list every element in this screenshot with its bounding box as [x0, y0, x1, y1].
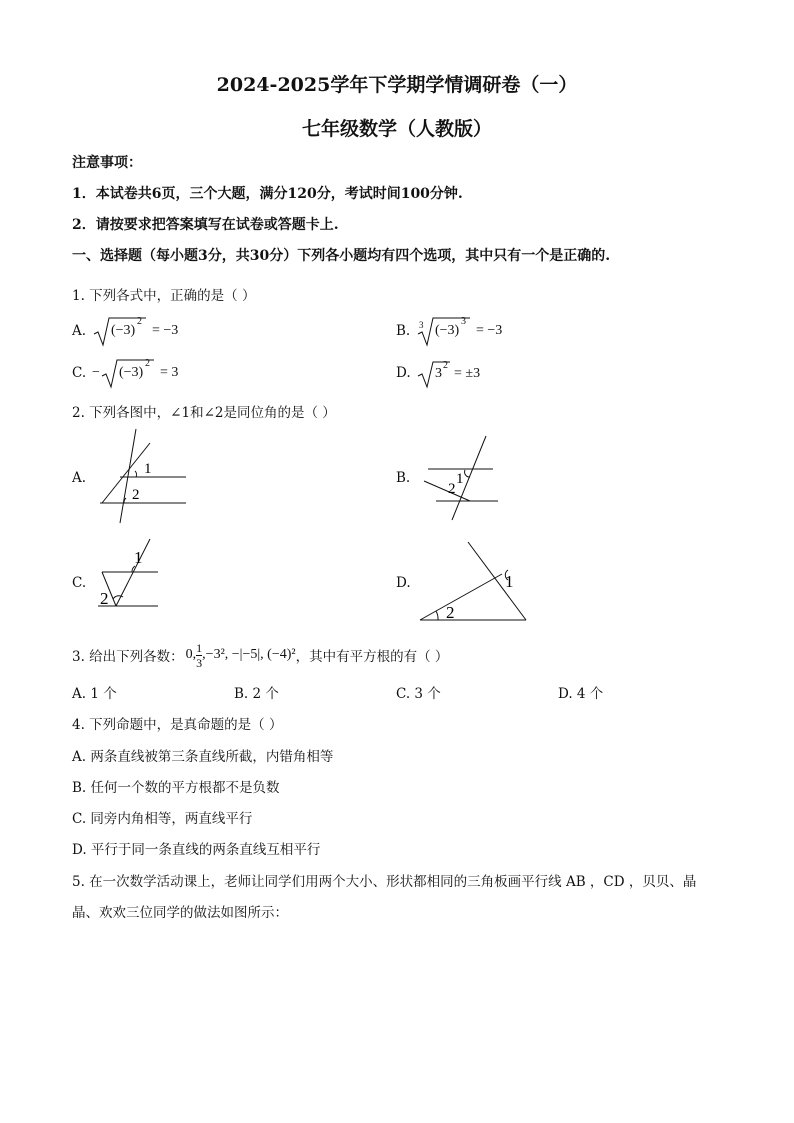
- q2-option-c-label: C.: [72, 575, 87, 591]
- figure-c: [92, 535, 172, 615]
- q2-option-d-label: D.: [396, 575, 411, 591]
- sqrt-sign-icon: [92, 314, 202, 348]
- q5-line-1: 5. 在一次数学活动课上，老师让同学们用两个大小、形状都相同的三角板画平行线 AB ，CD ，贝贝、晶: [72, 874, 697, 890]
- q3-option-b: B. 2 个: [234, 686, 279, 702]
- cube-root-sign-icon: [416, 314, 526, 348]
- q2-option-a-label: A.: [72, 470, 87, 486]
- figure-a: [90, 425, 200, 525]
- q5-line-2: 晶、欢欢三位同学的做法如图所示：: [72, 905, 288, 921]
- q1-option-b-label: B.: [396, 323, 411, 339]
- q3-option-a: A. 1 个: [72, 686, 117, 702]
- svg-text:2: 2: [100, 589, 109, 608]
- q4-stem: 4. 下列命题中，是真命题的是（ ）: [72, 717, 283, 733]
- q4-option-b: B. 任何一个数的平方根都不是负数: [72, 780, 280, 796]
- section-heading: 一、选择题（每小题3分，共30分）下列各小题均有四个选项，其中只有一个是正确的.: [72, 248, 611, 264]
- svg-text:1: 1: [456, 471, 464, 487]
- q3-option-c: C. 3 个: [396, 686, 441, 702]
- q2-option-b-label: B.: [396, 470, 411, 486]
- q1-stem: 1. 下列各式中，正确的是（ ）: [72, 288, 256, 304]
- svg-text:2: 2: [446, 603, 455, 622]
- q1-option-d-expr: 3 2 = ±3: [416, 356, 516, 390]
- sqrt-sign-icon: [100, 356, 210, 390]
- q3-stem: 3. 给出下列各数： 0, $\frac{1}{3}$ ,−3², −|−5|, (−4)² ，其中有平方根的有（ ）: [72, 640, 449, 670]
- exam-subtitle: 七年级数学（人教版）: [301, 118, 492, 140]
- q1-option-a-expr: (−3) 2 = −3: [92, 314, 212, 348]
- q3-option-d: D. 4 个: [558, 686, 604, 702]
- q4-option-c: C. 同旁内角相等，两直线平行: [72, 811, 253, 827]
- notes-heading: 注意事项：: [72, 155, 142, 171]
- q1-option-b-expr: 3 (−3) 3 = −3: [416, 314, 536, 348]
- figure-d: [416, 538, 531, 624]
- q1-option-c-label: C.: [72, 365, 87, 381]
- q1-option-c-expr: − (−3) 2 = 3: [92, 356, 212, 390]
- svg-text:2: 2: [448, 481, 456, 497]
- fraction: $\frac{1}{3}$: [196, 640, 203, 670]
- figure-b: [418, 432, 508, 524]
- note-item-1: 1．本试卷共6页，三个大题，满分120分，考试时间100分钟.: [72, 186, 463, 202]
- q1-option-a-label: A.: [72, 323, 87, 339]
- svg-text:1: 1: [134, 548, 143, 567]
- angle-2-label: 2: [132, 487, 140, 503]
- note-item-2: 2．请按要求把答案填写在试卷或答题卡上.: [72, 217, 339, 233]
- q2-stem: 2. 下列各图中，∠1和∠2是同位角的是（ ）: [72, 405, 336, 421]
- svg-text:1: 1: [505, 572, 514, 591]
- q1-option-d-label: D.: [396, 365, 411, 381]
- q4-option-d: D. 平行于同一条直线的两条直线互相平行: [72, 842, 321, 858]
- angle-1-label: 1: [144, 461, 152, 477]
- exam-title: 2024-2025学年下学期学情调研卷（一）: [216, 74, 578, 96]
- q4-option-a: A. 两条直线被第三条直线所截，内错角相等: [72, 749, 334, 765]
